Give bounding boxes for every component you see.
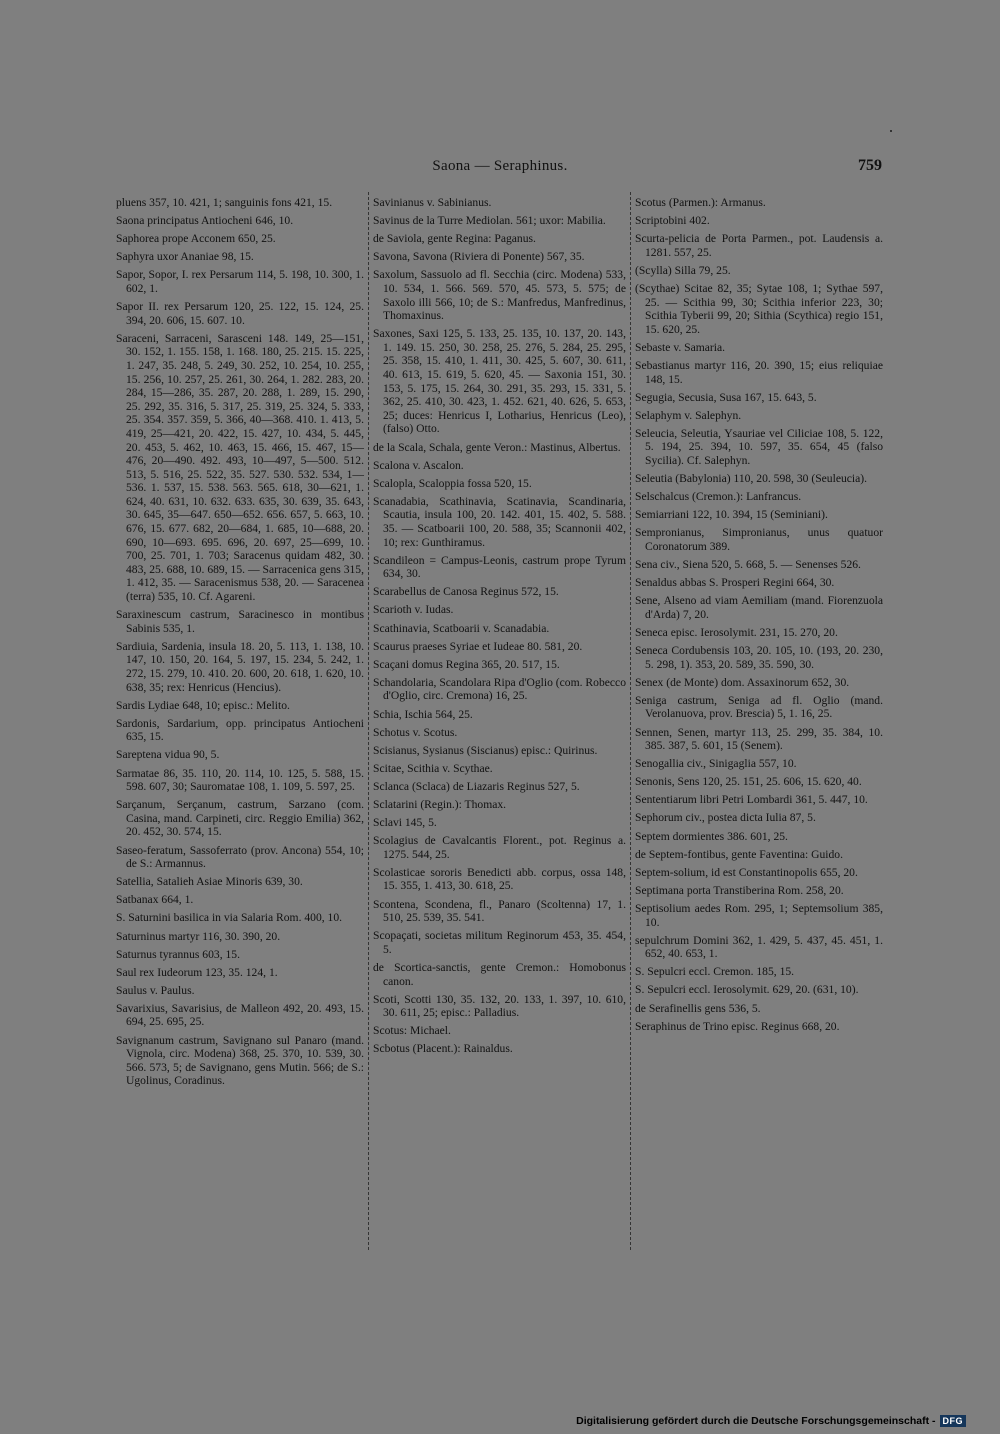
index-entry: Scaçani domus Regina 365, 20. 517, 15.	[373, 657, 560, 671]
index-entry: Segugia, Secusia, Susa 167, 15. 643, 5.	[635, 390, 817, 404]
index-entry: Saturnus tyrannus 603, 15.	[116, 947, 240, 961]
index-entry: Satbanax 664, 1.	[116, 893, 194, 907]
index-entry: Septem-solium, id est Constantinopolis 655, 20.	[635, 865, 858, 879]
index-entry: Seraphinus de Trino episc. Reginus 668, 20.	[635, 1019, 840, 1033]
index-entry: Saphyra uxor Ananiae 98, 15.	[116, 250, 254, 264]
index-entry: Sapor II. rex Persarum 120, 25. 122, 15. 124, 25. 394, 20. 606, 15. 607. 10.	[116, 300, 364, 327]
index-entry: de Septem-fontibus, gente Faventina: Guido.	[635, 847, 844, 861]
index-entry: Scurta-pelicia de Porta Parmen., pot. Laudensis a. 1281. 557, 25.	[635, 232, 883, 259]
index-entry: Seleutia (Babylonia) 110, 20. 598, 30 (Seuleucia).	[635, 472, 868, 486]
index-entry: de Saviola, gente Regina: Paganus.	[373, 232, 536, 246]
index-entry: (Scythae) Scitae 82, 35; Sytae 108, 1; Sythae 597, 25. — Scithia 99, 30; Scithia inferior 223, 30; Scithia Tyberii 99, 20; Sithia (Scythica) regio 151, 15. 620, 25.	[635, 281, 883, 336]
index-entry: Scalopla, Scaloppia fossa 520, 15.	[373, 476, 532, 490]
index-entry: Saraceni, Sarraceni, Sarasceni 148. 149, 25—151, 30. 152, 1. 155. 158, 1. 168. 180, 25. 215. 15. 225, 1. 247, 35. 248, 5. 249, 30. 252, 10. 254, 10. 255, 15. 256, 10. 257, 25. 261, 30. 264, 1. 282. 283, 20. 284, 15—286, 35. 287, 20. 288, 1. 289, 15. 290, 25. 292, 35. 316, 5. 317, 25. 319, 25. 324, 5. 333, 25. 354. 357. 359, 5. 366, 40—368. 410. 1. 413, 5. 419, 25—421, 20. 422, 15. 427, 10. 434, 5. 445, 20. 453, 5. 462, 10. 463, 15. 466, 15. 467, 15—476, 20—490. 492. 493, 10—497, 5—500. 512. 513, 5. 516, 25. 522, 35. 527. 530. 532. 534, 1—536. 1. 537, 15. 538. 563. 565. 618, 30—621, 1. 624, 40. 631, 10. 632. 633. 635, 30. 639, 35. 643, 30. 645, 35—647. 650—652. 656. 657, 5. 663, 10. 676, 15. 677. 682, 20—684, 1. 685, 10—688, 20. 690, 10—693. 695. 696, 20. 697, 25—699, 10. 700, 25. 701, 1. 703; Saracenus quidam 482, 30. 483, 25. 688, 10. 689, 15. — Sarracenica gens 315, 1. 412, 35. — Saracenismus 538, 20. — Saracenea (terra) 535, 10. Cf. Agareni.	[116, 331, 364, 604]
index-entry: Sene, Alseno ad viam Aemiliam (mand. Fiorenzuola d'Arda) 7, 20.	[635, 594, 883, 621]
index-entry: Scbotus (Placent.): Rainaldus.	[373, 1042, 513, 1056]
index-entry: Scotus (Parmen.): Armanus.	[635, 196, 766, 209]
index-entry: Senaldus abbas S. Prosperi Regini 664, 30.	[635, 576, 835, 590]
index-entry: Satellia, Satalieh Asiae Minoris 639, 30.	[116, 875, 303, 889]
index-entry: S. Sepulcri eccl. Cremon. 185, 15.	[635, 965, 795, 979]
index-entry: Sclavi 145, 5.	[373, 816, 437, 830]
index-entry: Saulus v. Paulus.	[116, 983, 195, 997]
index-entry: Senonis, Sens 120, 25. 151, 25. 606, 15. 620, 40.	[635, 775, 862, 789]
index-entry: sepulchrum Domini 362, 1. 429, 5. 437, 45. 451, 1. 652, 40. 653, 1.	[635, 933, 883, 961]
index-entry: Seleucia, Seleutia, Ysauriae vel Ciliciae 108, 5. 122, 5. 194, 25. 394, 10. 597, 35. 654, 45 (falso Sycilia). Cf. Salephyn.	[635, 426, 883, 467]
index-entry: pluens 357, 10. 421, 1; sanguinis fons 421, 15.	[116, 196, 333, 209]
index-entry: Semiarriani 122, 10. 394, 15 (Seminiani).	[635, 508, 828, 522]
index-entry: Scarabellus de Canosa Reginus 572, 15.	[373, 585, 559, 599]
index-entry: Scarioth v. Iudas.	[373, 603, 454, 617]
column-rule-right	[630, 192, 631, 1250]
index-entry: Saxones, Saxi 125, 5. 133, 25. 135, 10. 137, 20. 143, 1. 149. 15. 250, 30. 258, 25. 276, 5. 284, 25. 295, 25. 358, 15. 410, 1. 411, 30. 425, 5. 607, 30. 611, 40. 613, 15. 619, 5. 620, 45. — Saxonia 151, 30. 153, 5. 175, 15. 264, 30. 291, 35. 293, 15. 331, 5. 362, 25. 410, 30. 423, 1. 452. 621, 40. 626, 5. 653, 25; duces: Henricus I, Lotharius, Henricus (Leo), (falso) Otto.	[373, 327, 626, 436]
index-column-right	[635, 196, 883, 1038]
index-entry: Sebastianus martyr 116, 20. 390, 15; eius reliquiae 148, 15.	[635, 358, 883, 386]
index-entry: de Scortica-sanctis, gente Cremon.: Homobonus canon.	[373, 960, 626, 988]
index-entry: Scaurus praeses Syriae et Iudeae 80. 581, 20.	[373, 639, 583, 653]
index-entry: Scalona v. Ascalon.	[373, 458, 464, 472]
index-entry: Scandileon = Campus-Leonis, castrum prope Tyrum 634, 30.	[373, 553, 626, 581]
dfg-logo: DFG	[940, 1415, 967, 1427]
credit-text: Digitalisierung gefördert durch die Deutsche Forschungsgemeinschaft -	[576, 1415, 936, 1427]
index-entry: Saxolum, Sassuolo ad fl. Secchia (circ. Modena) 533, 10. 534, 1. 566. 569. 570, 45. 573, 5. 575; de Saxolo illi 566, 10; de S.: Manfredus, Manfredinus, Thomaxinus.	[373, 268, 626, 323]
index-entry: Scopaçati, societas militum Reginorum 453, 35. 454, 5.	[373, 929, 626, 956]
scan-speck	[890, 130, 892, 132]
index-entry: Scitae, Scithia v. Scythae.	[373, 761, 493, 775]
index-entry: Sclanca (Sclaca) de Liazaris Reginus 527, 5.	[373, 779, 580, 793]
index-entry: Scisianus, Sysianus (Siscianus) episc.: Quirinus.	[373, 743, 598, 757]
index-entry: Sephorum civ., postea dicta Iulia 87, 5.	[635, 811, 816, 825]
index-entry: Saona principatus Antiocheni 646, 10.	[116, 214, 294, 228]
index-entry: Savarixius, Savarisius, de Malleon 492, 20. 493, 15. 694, 25. 695, 25.	[116, 1001, 364, 1029]
index-entry: Seneca Cordubensis 103, 20. 105, 10. (193, 20. 230, 5. 298, 1). 353, 20. 589, 35. 590, 30.	[635, 644, 883, 671]
index-entry: de la Scala, Schala, gente Veron.: Mastinus, Albertus.	[373, 440, 621, 454]
index-entry: Savignanum castrum, Savignano sul Panaro (mand. Vignola, circ. Modena) 368, 25. 370, 10. 539, 30. 566. 573, 5; de Savignano, gens Mutin. 566; de S.: Ugolinus, Coradinus.	[116, 1033, 364, 1088]
index-entry: Sardonis, Sardarium, opp. principatus Antiocheni 635, 15.	[116, 716, 364, 744]
index-entry: Sardiuia, Sardenia, insula 18. 20, 5. 113, 1. 138, 10. 147, 10. 150, 20. 164, 5. 197, 15. 234, 5. 242, 1. 272, 15. 279, 10. 410. 20. 600, 20. 618, 1. 620, 10. 638, 35; rex: Henricus (Hencius).	[116, 639, 364, 694]
index-entry: S. Saturnini basilica in via Salaria Rom. 400, 10.	[116, 911, 343, 925]
index-entry: Sententiarum libri Petri Lombardi 361, 5. 447, 10.	[635, 793, 868, 807]
index-entry: Scanadabia, Scathinavia, Scatinavia, Scandinaria, Scautia, insula 100, 20. 142. 401, 15. 402, 5. 588. 35. — Scatboarii 100, 20. 588, 35; Scannonii 402, 10; rex: Gunthiramus.	[373, 494, 626, 549]
index-entry: Savinianus v. Sabinianus.	[373, 196, 492, 209]
index-entry: Sapor, Sopor, I. rex Persarum 114, 5. 198, 10. 300, 1. 602, 1.	[116, 268, 364, 295]
index-entry: Saseo-feratum, Sassoferrato (prov. Ancona) 554, 10; de S.: Armannus.	[116, 843, 364, 871]
index-entry: Septem dormientes 386. 601, 25.	[635, 829, 788, 843]
column-rule-left	[368, 192, 369, 1250]
page-number: 759	[858, 157, 882, 174]
index-entry: (Scylla) Silla 79, 25.	[635, 263, 731, 277]
index-entry: Senex (de Monte) dom. Assaxinorum 652, 30.	[635, 675, 850, 689]
index-entry: Seneca episc. Ierosolymit. 231, 15. 270, 20.	[635, 625, 838, 639]
digitization-credit	[576, 1415, 966, 1427]
index-entry: Sebaste v. Samaria.	[635, 340, 726, 354]
index-entry: Savona, Savona (Riviera di Ponente) 567, 35.	[373, 250, 585, 264]
index-entry: Schia, Ischia 564, 25.	[373, 707, 473, 721]
index-entry: Seniga castrum, Seniga ad fl. Oglio (mand. Verolanuova, prov. Brescia) 5, 1. 16, 25.	[635, 693, 883, 721]
index-entry: Scontena, Scondena, fl., Panaro (Scoltenna) 17, 1. 510, 25. 539, 35. 541.	[373, 897, 626, 925]
index-entry: Sempronianus, Simpronianus, unus quatuor Coronatorum 389.	[635, 526, 883, 553]
index-entry: Saturninus martyr 116, 30. 390, 20.	[116, 929, 281, 943]
index-entry: Septisolium aedes Rom. 295, 1; Septemsolium 385, 10.	[635, 901, 883, 929]
index-entry: Scotus: Michael.	[373, 1024, 451, 1038]
index-entry: Saphorea prope Acconem 650, 25.	[116, 232, 276, 246]
index-entry: Sareptena vidua 90, 5.	[116, 748, 220, 762]
index-entry: Selaphym v. Salephyn.	[635, 408, 742, 422]
index-entry: Sarmatae 86, 35. 110, 20. 114, 10. 125, 5. 588, 15. 598. 607, 30; Sauromatae 108, 1. 109, 5. 597, 25.	[116, 766, 364, 794]
index-entry: Schotus v. Scotus.	[373, 725, 458, 739]
index-entry: Saul rex Iudeorum 123, 35. 124, 1.	[116, 965, 278, 979]
index-entry: Senogallia civ., Sinigaglia 557, 10.	[635, 757, 797, 771]
index-entry: Saraxinescum castrum, Saracinesco in montibus Sabinis 535, 1.	[116, 608, 364, 635]
index-entry: Scathinavia, Scatboarii v. Scanadabia.	[373, 621, 550, 635]
index-entry: Septimana porta Transtiberina Rom. 258, 20.	[635, 883, 844, 897]
index-entry: Scolasticae sororis Benedicti abb. corpus, ossa 148, 15. 355, 1. 413, 30. 618, 25.	[373, 865, 626, 893]
index-entry: Scolagius de Cavalcantis Florent., pot. Reginus a. 1275. 544, 25.	[373, 834, 626, 861]
index-entry: Sarçanum, Serçanum, castrum, Sarzano (com. Casina, mand. Carpineti, circ. Reggio Emilia) 362, 20. 452, 30. 574, 15.	[116, 798, 364, 839]
index-entry: Sardis Lydiae 648, 10; episc.: Melito.	[116, 698, 290, 712]
index-entry: Sena civ., Siena 520, 5. 668, 5. — Senenses 526.	[635, 558, 861, 572]
index-entry: de Serafinellis gens 536, 5.	[635, 1001, 761, 1015]
index-entry: Scoti, Scotti 130, 35. 132, 20. 133, 1. 397, 10. 610, 30. 611, 25; episc.: Palladius.	[373, 992, 626, 1020]
running-head: Saona — Seraphinus.	[432, 158, 568, 174]
index-entry: Scriptobini 402.	[635, 214, 710, 228]
index-entry: S. Sepulcri eccl. Ierosolymit. 629, 20. (631, 10).	[635, 983, 859, 997]
index-entry: Sclatarini (Regin.): Thomax.	[373, 797, 507, 811]
index-entry: Sennen, Senen, martyr 113, 25. 299, 35. 384, 10. 385. 387, 5. 601, 15 (Senem).	[635, 725, 883, 753]
index-entry: Selschalcus (Cremon.): Lanfrancus.	[635, 490, 802, 504]
index-entry: Savinus de la Turre Mediolan. 561; uxor: Mabilia.	[373, 214, 606, 228]
index-column-left	[116, 196, 364, 1092]
index-column-middle	[373, 196, 626, 1060]
index-entry: Schandolaria, Scandolara Ripa d'Oglio (com. Robecco d'Oglio, circ. Cremona) 16, 25.	[373, 675, 626, 703]
